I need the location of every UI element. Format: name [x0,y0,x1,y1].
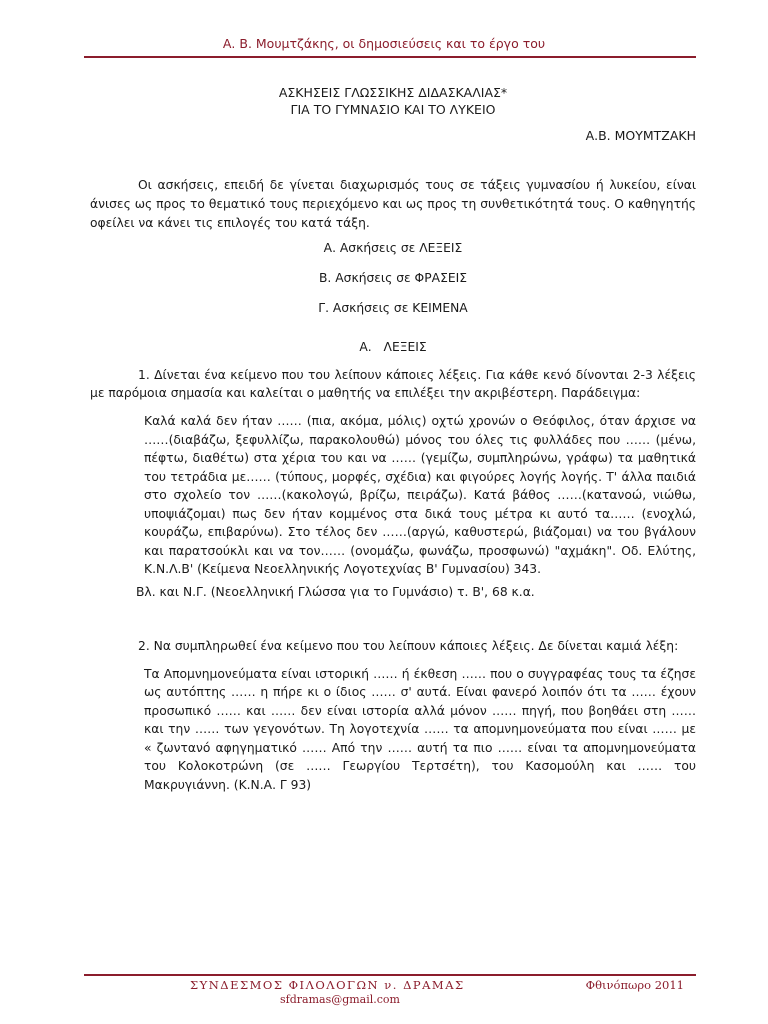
exercise-2-text: Τα Απομνημονεύματα είναι ιστορική …… ή έκθεση …… που ο συγγραφέας τους τα έζησε ως αυτόπτης …… η πήρε κι ο ίδιος …… σ' αυτά. Είναι φανερό λοιπόν ότι τα …… έχουν προσωπικό …… και …… δεν είναι ιστορία αλλά μόνον …… πηγή, που βοηθάει στη …… και την …… των γεγονότων. Τη λογοτεχνία …… τα απομνημονεύματα που είναι …… με « ζωντανό αφηγηματικό …… Από την …… αυτή τα πιο …… είναι τα απομνημονεύματα του Κολοκοτρώνη (σε …… Γεωργίου Τερτσέτη), του Κασομούλη και …… του Μακρυγιάννη. (Κ.Ν.Α. Γ 93) [144,666,696,792]
category-list [90,239,696,318]
document-title-line1: ΑΣΚΗΣΕΙΣ ΓΛΩΣΣΙΚΗΣ ΔΙΔΑΣΚΑΛΙΑΣ* [278,85,508,100]
category-item-words: Α. Ασκήσεις σε ΛΕΞΕΙΣ [323,241,463,255]
exercise-1-reference: Βλ. και Ν.Γ. (Νεοελληνική Γλώσσα για το Γυμνάσιο) τ. Β', 68 κ.α. [136,584,535,599]
footer-association: ΣΥΝΔΕΣΜΟΣ ΦΙΛΟΛΟΓΩΝ ν. ΔΡΑΜΑΣ [190,978,465,992]
header-divider [84,56,696,58]
category-item-phrases: Β. Ασκήσεις σε ΦΡΑΣΕΙΣ [318,271,468,285]
category-item-texts: Γ. Ασκήσεις σε ΚΕΙΜΕΝΑ [318,301,468,315]
exercise-1-text: Καλά καλά δεν ήταν …… (πια, ακόμα, μόλις) οχτώ χρονών ο Θεόφιλος, όταν άρχισε να ……(διαβάζω, ξεφυλλίζω, παρακολουθώ) μόνος του όλες τις φυλλάδες που …… (μένω, πέφτω, διαθέτω) στα χέρια του και να …… (γεμίζω, συμπληρώνω, γράφω) τα μαθητικά του τετράδια με…… (τύπους, μορφές, σχέδια) και φιγούρες λογής λογής. Τ' άλλα παιδιά στο σχολείο τον ……(κακολογώ, βρίζω, πειράζω). Κατά βάθος ……(κατανοώ, νιώθω, υποψιάζομαι) πως δεν ήταν κομμένος στα δικά τους μέτρα κι αυτό τα…… (ενοχλώ, κουράζω, επιβαρύνω). Στο τέλος δεν ……(αργώ, καθυστερώ, βιάζομαι) να του βγάλουν και παρατσούκλι και να τον…… (ονομάζω, φωνάζω, προσφωνώ) "αχμάκη". Οδ. Ελύτης, Κ.Ν.Λ.Β' (Κείμενα Νεοελληνικής Λογοτεχνίας Β' Γυμνασίου) 343. [144,414,696,576]
footer-email: sfdramas@gmail.com [280,993,400,1006]
footer-season: Φθινόπωρο 2011 [585,978,684,992]
document-body [90,84,696,794]
document-author: Α.Β. ΜΟΥΜΤΖΑΚΗ [585,128,696,143]
footer-divider [84,974,696,976]
exercise-1-prompt: 1. Δίνεται ένα κείμενο που του λείπουν κάποιες λέξεις. Για κάθε κενό δίνονται 2-3 λέξεις με παρόμοια σημασία και καλείται ο μαθητής να επιλέξει την ακριβέστερη. Παράδειγμα: [90,368,696,400]
running-header: Α. Β. Μουμτζάκης, οι δημοσιεύσεις και το έργο του [222,36,546,51]
intro-paragraph: Οι ασκήσεις, επειδή δε γίνεται διαχωρισμός τους σε τάξεις γυμνασίου ή λυκείου, είναι άνισες ως προς το θεματικό τους περιεχόμενο και ως προς τη συνθετικότητά τους. Ο καθηγητής οφείλει να κάνει τις επιλογές του κατά τάξη. [90,178,696,230]
exercise-2-prompt: 2. Να συμπληρωθεί ένα κείμενο που του λείπουν κάποιες λέξεις. Δε δίνεται καμιά λέξη: [138,638,679,653]
document-title-line2: ΓΙΑ ΤΟ ΓΥΜΝΑΣΙΟ ΚΑΙ ΤΟ ΛΥΚΕΙΟ [290,102,496,117]
section-heading: Α. ΛΕΞΕΙΣ [359,340,427,354]
